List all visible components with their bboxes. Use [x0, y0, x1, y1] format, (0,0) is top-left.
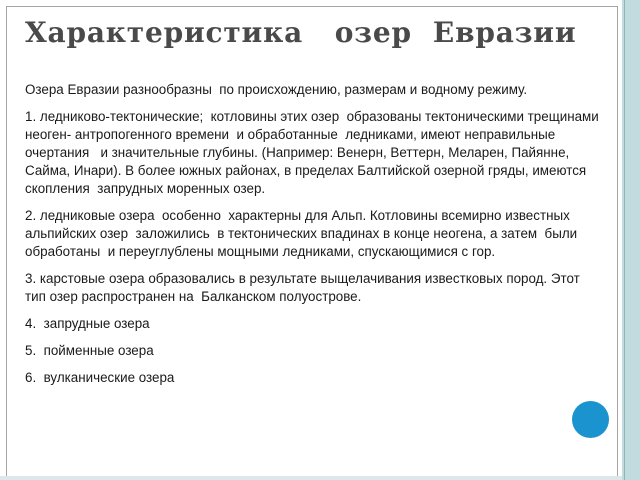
list-item-volcanic: 6. вулканические озера	[25, 370, 175, 385]
decorative-circle-icon	[572, 401, 609, 438]
right-band-divider	[624, 0, 625, 480]
list-item-karst: 3. карстовые озера образовались в результате выщелачивания известковых пород. Этот тип озер распространен на Балканском полуострове.	[25, 271, 584, 304]
slide-title: Характеристика озер Евразии	[25, 16, 577, 49]
intro-paragraph: Озера Евразии разнообразны по происхождению, размерам и водному режиму.	[25, 82, 528, 97]
list-item-floodplain: 5. пойменные озера	[25, 343, 154, 358]
list-item-dammed: 4. запрудные озера	[25, 316, 150, 331]
bottom-decorative-strip	[0, 476, 622, 480]
slide-body	[25, 81, 607, 396]
list-item-glacial: 2. ледниковые озера особенно характерны для Альп. Котловины всемирно известных альпийских озер заложились в тектонических впадинах в конце неогена, а затем были обработаны и переуглублены мощными ледниками, спускающимися с гор.	[25, 208, 581, 259]
list-item-glacial-tectonic: 1. ледниково-тектонические; котловины этих озер образованы тектоническими трещинами неоген- антропогенного времени и обработанные ледниками, имеют неправильные очертания и значительные глубины. (Например: Венерн, Веттерн, Меларен, Пайянне, Сайма, Инари). В более южных районах, в пределах Балтийской озерной гряды, имеются скопления запрудных моренных озер.	[25, 109, 607, 196]
